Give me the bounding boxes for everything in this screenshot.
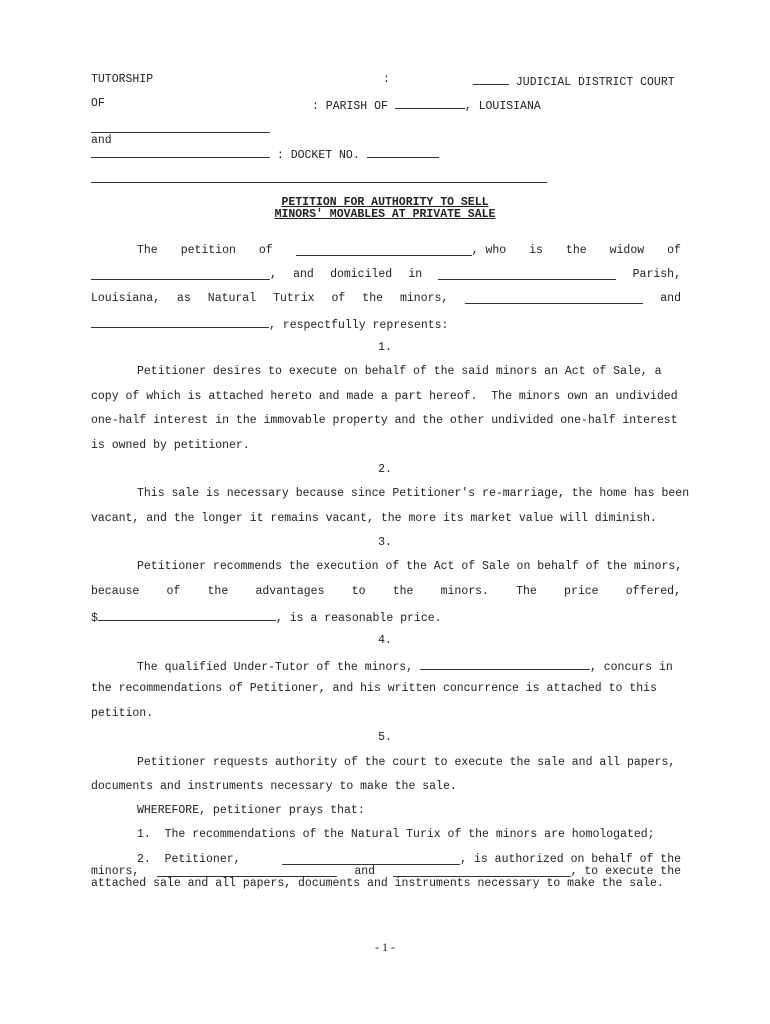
minor-name-blank-2[interactable]	[91, 316, 269, 328]
p3-line-1: Petitioner recommends the execution of the Act of Sale on behalf of the minors,	[137, 560, 683, 573]
wherefore: WHEREFORE, petitioner prays that:	[137, 804, 365, 817]
petitioner-blank-prayer[interactable]	[282, 853, 460, 865]
docket-blank[interactable]	[367, 146, 439, 158]
section-number-1: 1.	[378, 341, 392, 354]
deceased-name-blank[interactable]	[91, 268, 270, 280]
minor-name-blank-1[interactable]	[465, 292, 643, 304]
section-number-4: 4.	[378, 634, 392, 647]
minor-blank-prayer-2[interactable]	[393, 865, 571, 877]
domicile-parish-blank[interactable]	[438, 268, 616, 280]
prayer-2-line-1: 2. Petitioner, , is authorized on behalf of the	[137, 853, 681, 866]
page-number: - 1 -	[375, 940, 395, 954]
party-blank-1[interactable]	[91, 132, 270, 133]
price-blank[interactable]	[98, 609, 276, 621]
caption-parish-line	[312, 97, 541, 113]
caption-docket-line	[91, 146, 439, 162]
petitioner-name-blank[interactable]	[296, 244, 472, 256]
prayer-2-line-3: attached sale and all papers, documents and instruments necessary to make the sale.	[91, 877, 664, 890]
intro-line-4: , respectfully represents:	[91, 316, 448, 332]
party-blank-2[interactable]	[91, 146, 270, 158]
district-number-blank[interactable]	[473, 73, 509, 85]
p3-line-3: $ , is a reasonable price.	[91, 609, 442, 625]
undertutor-name-blank[interactable]	[420, 658, 590, 670]
caption-tutorship: TUTORSHIP	[91, 73, 154, 86]
p4-line-2: the recommendations of Petitioner, and his written concurrence is attached to this	[91, 682, 657, 695]
p1-line-1: Petitioner desires to execute on behalf of the said minors an Act of Sale, a	[137, 365, 662, 378]
p4-line-3: petition.	[91, 707, 154, 720]
caption-of: OF	[91, 97, 105, 110]
caption-docket: : DOCKET NO.	[276, 149, 360, 162]
intro-line-1: The petition of , who is the widow of	[137, 244, 681, 257]
caption-divider	[91, 182, 547, 183]
intro-line-3: Louisiana, as Natural Tutrix of the minors, and	[91, 292, 681, 305]
p1-line-4: is owned by petitioner.	[91, 439, 250, 452]
caption-court-line	[473, 73, 675, 89]
prayer-1: 1. The recommendations of the Natural Turix of the minors are homologated;	[137, 828, 655, 841]
p2-line-1: This sale is necessary because since Petitioner's re-marriage, the home has been	[137, 487, 690, 500]
caption-louisiana: , LOUISIANA	[464, 100, 541, 113]
section-number-5: 5.	[378, 731, 392, 744]
p1-line-3: one-half interest in the immovable property and the other undivided one-half interest	[91, 414, 678, 427]
section-number-2: 2.	[378, 463, 392, 476]
caption-and: and	[91, 134, 112, 147]
p5-line-2: documents and instruments necessary to make the sale.	[91, 780, 457, 793]
minor-blank-prayer-1[interactable]	[157, 865, 337, 877]
p3-line-2: because of the advantages to the minors. The price offered,	[91, 585, 681, 598]
title-line-1: PETITION FOR AUTHORITY TO SELL	[281, 196, 489, 209]
p5-line-1: Petitioner requests authority of the court to execute the sale and all papers,	[137, 756, 676, 769]
p4-line-1: The qualified Under-Tutor of the minors, , concurs in	[137, 658, 673, 674]
section-number-3: 3.	[378, 536, 392, 549]
title-line-2: MINORS' MOVABLES AT PRIVATE SALE	[274, 208, 496, 221]
p2-line-2: vacant, and the longer it remains vacant, the more its market value will diminish.	[91, 512, 657, 525]
parish-blank[interactable]	[395, 97, 465, 109]
caption-parish: : PARISH OF	[312, 100, 388, 113]
intro-line-2: , and domiciled in Parish,	[91, 268, 681, 281]
p1-line-2: copy of which is attached hereto and made a part hereof. The minors own an undivided	[91, 390, 678, 403]
caption-colon: :	[383, 73, 390, 86]
prayer-2-line-2: minors, and , to execute the	[91, 865, 681, 878]
caption-court: JUDICIAL DISTRICT COURT	[515, 76, 675, 89]
